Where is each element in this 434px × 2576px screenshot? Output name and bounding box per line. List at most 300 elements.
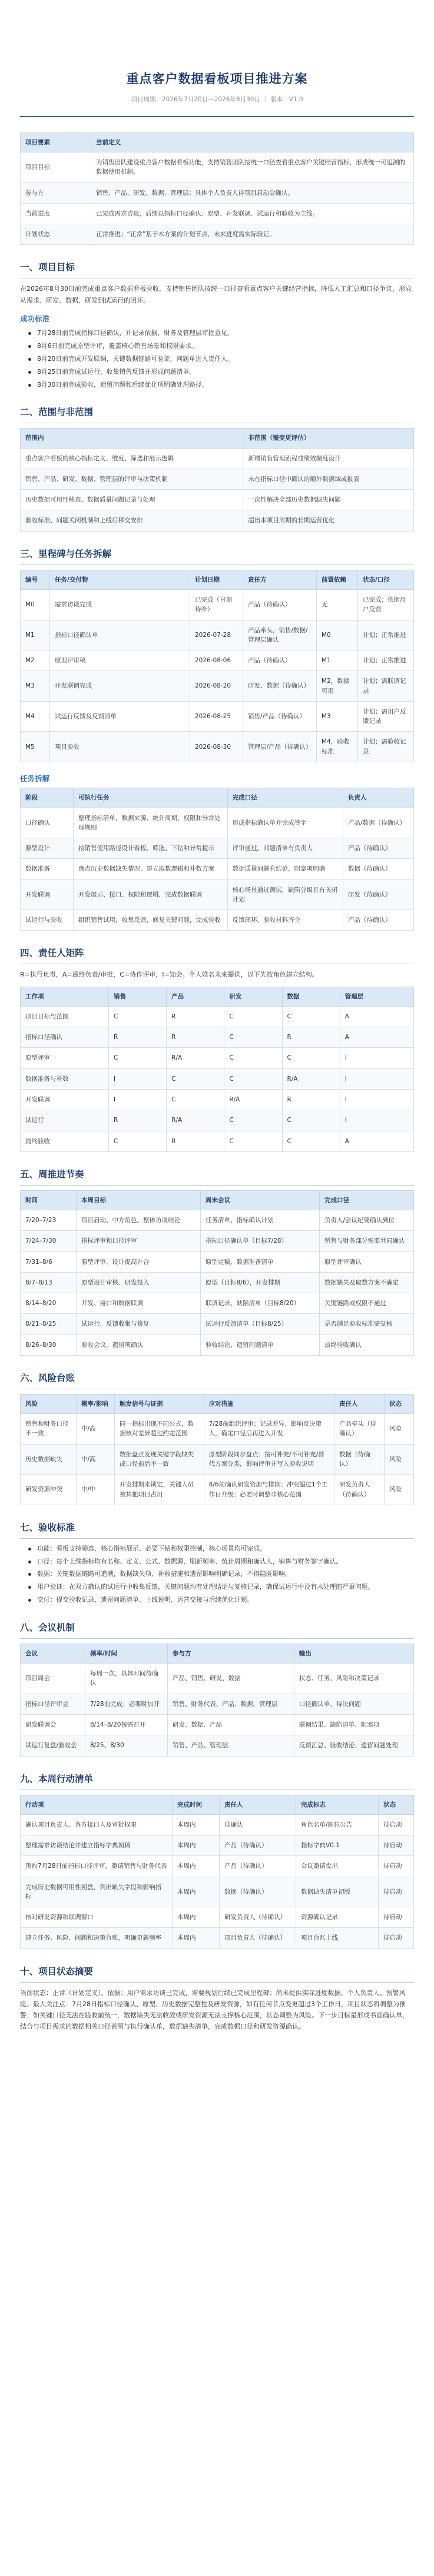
- table-row: [21, 469, 414, 489]
- table-header: 计划日期: [190, 570, 243, 589]
- table-row: [21, 1293, 414, 1314]
- section-heading-raci: 四、责任人矩阵: [20, 946, 414, 964]
- acceptance-criteria-list: [26, 1543, 414, 1605]
- table-cell: 无: [317, 589, 358, 620]
- table-cell: M2，数据可用: [317, 671, 358, 702]
- table-cell: 7/20–7/23: [21, 1210, 77, 1231]
- table-cell: M5: [21, 732, 50, 762]
- table-cell: 负责人/会议纪要确认到位: [320, 1210, 414, 1231]
- table-cell: 完成历史数据可用性初盘，列出缺失字段和影响指标: [21, 1877, 173, 1907]
- table-row: [21, 1928, 414, 1948]
- table-cell: 研发、数据、产品: [168, 1714, 294, 1735]
- table-cell: R/A: [167, 1110, 224, 1131]
- table-cell: 2026-08-25: [190, 701, 243, 732]
- list-item-text: 功能：看板支持筛选、核心指标展示、必要下钻和权限控制，核心场景均可完成。: [37, 1544, 266, 1552]
- section-heading-meetings: 八、会议机制: [20, 1621, 414, 1639]
- bullet-icon: [28, 1599, 31, 1602]
- table-cell: 中/高: [77, 1444, 115, 1475]
- table-cell: 开发联调: [21, 1090, 109, 1110]
- table-cell: 开发展示、接口、权限和逻辑，完成数据联调: [74, 879, 228, 910]
- table-header: 管理层: [340, 987, 413, 1006]
- table-cell: I: [340, 1090, 413, 1110]
- table-cell: 参与方: [21, 182, 91, 203]
- table-cell: 已完成（日期待补）: [190, 589, 243, 620]
- table-cell: 产品牵头（待确认）: [334, 1414, 385, 1445]
- list-item-text: 7月28日前完成指标口径确认，并记录依据、财务及管理层审批意见。: [37, 329, 234, 337]
- list-item-text: 交付：提交验收记录、遗留问题清单、上线说明、运营交接与后续优化计划。: [37, 1596, 254, 1604]
- table-cell: 项目台账上线: [296, 1928, 379, 1948]
- list-item-text: 8月20日前完成开发联调，关键数据链路可验证，问题单进入责任人。: [37, 354, 234, 363]
- table-row: [21, 1006, 414, 1027]
- table-cell: 产品（待确认）: [220, 1856, 296, 1877]
- table-header: 应对措施: [204, 1394, 334, 1413]
- table-cell: 销售、产品、管理层: [168, 1735, 294, 1756]
- bullet-icon: [28, 1561, 31, 1563]
- table-cell: 关键链路或权限不通过: [320, 1293, 414, 1314]
- table-cell: 项目验收: [50, 732, 190, 762]
- table-cell: 销售/产品（待确认）: [243, 701, 317, 732]
- table-cell: R: [167, 1131, 224, 1151]
- subsection-heading-tasks: 任务拆解: [20, 774, 50, 783]
- list-item-text: 8月30日前完成验收，遗留问题和后续优化项明确处理路径。: [37, 380, 208, 389]
- table-row: [21, 732, 414, 762]
- table-cell: 产品（待确认）: [343, 910, 414, 931]
- table-cell: I: [340, 1068, 413, 1089]
- table-row: [21, 1335, 414, 1355]
- table-cell: 产品、销售、研发、数据: [168, 1664, 294, 1694]
- table-cell: C: [109, 1048, 167, 1068]
- table-row: [21, 1068, 414, 1089]
- bullet-icon: [28, 1573, 31, 1576]
- table-cell: 指标评审和口径评审: [77, 1231, 201, 1252]
- table-cell: 产品（待确认）: [343, 838, 414, 859]
- table-row: [21, 620, 414, 650]
- action-items-table: [20, 1795, 414, 1949]
- table-header: 前置依赖: [317, 570, 358, 589]
- table-row: [21, 1314, 414, 1335]
- table-row: [21, 1714, 414, 1735]
- table-cell: 计划；需验收记录: [358, 732, 414, 762]
- table-cell: 按销售使用路径设计看板、筛选、下钻和异常提示: [74, 838, 228, 859]
- table-cell: 验收结论、遗留问题清单: [201, 1335, 320, 1355]
- table-cell: 开发联调: [21, 879, 74, 910]
- table-header: 责任人: [220, 1795, 296, 1814]
- table-cell: 2026-08-06: [190, 650, 243, 671]
- table-header: 工作项: [21, 987, 109, 1006]
- table-header: 触发信号与证据: [115, 1394, 204, 1413]
- project-info-table: [20, 132, 414, 245]
- list-item: [26, 1556, 414, 1567]
- table-cell: R: [167, 1027, 224, 1048]
- table-cell: 验收会议，遗留项确认: [77, 1335, 201, 1355]
- table-row: [21, 1444, 414, 1475]
- document-title: 重点客户数据看板项目推进方案: [126, 72, 308, 86]
- table-cell: 确认项目负责人、各方接口人及审批权限: [21, 1814, 173, 1835]
- table-cell: 待启动: [379, 1907, 414, 1928]
- table-cell: 待启动: [379, 1835, 414, 1856]
- table-cell: M4，验收标准: [317, 732, 358, 762]
- table-cell: 7/31–8/6: [21, 1252, 77, 1272]
- table-header: 任务/交付物: [50, 570, 190, 589]
- table-row: [21, 589, 414, 620]
- table-cell: M1: [21, 620, 50, 650]
- table-cell: 8/14–8/20: [21, 1293, 77, 1314]
- table-cell: M0: [21, 589, 50, 620]
- table-row: [21, 910, 414, 931]
- table-cell: 正常推进；“正常”基于本方案的计划节点，未来进度需实际验证。: [91, 224, 414, 245]
- table-cell: 组织销售试用，收集反馈，修复关键问题，完成验收: [74, 910, 228, 931]
- scope-table: [20, 428, 414, 531]
- table-row: [21, 1835, 414, 1856]
- section-heading-status: 十、项目状态摘要: [20, 1964, 414, 1983]
- list-item-text: 口径：每个上线指标均有名称、定义、公式、数据源、刷新频率、统计周期和确认人，销售与财务签字确认。: [37, 1557, 343, 1565]
- table-cell: 8/26–8/30: [21, 1335, 77, 1355]
- table-cell: 状态、任务、风险和决策记录: [294, 1664, 413, 1694]
- table-cell: 形成指标确认单并完成签字: [227, 808, 343, 838]
- table-cell: 任务清单、指标确认计划: [201, 1210, 320, 1231]
- table-cell: R/A: [167, 1048, 224, 1068]
- table-row: [21, 808, 414, 838]
- table-cell: 当前进度: [21, 203, 91, 224]
- table-cell: 新增销售管理流程或绩效制度设计: [243, 448, 414, 469]
- table-cell: 试运行，反馈收集与修复: [77, 1314, 201, 1335]
- table-header: 范围内: [21, 429, 243, 448]
- table-cell: 产品（待确认）: [243, 589, 317, 620]
- table-row: [21, 1048, 414, 1068]
- table-row: [21, 490, 414, 510]
- table-cell: 试运行复盘/验收会: [21, 1735, 85, 1756]
- bullet-icon: [28, 332, 31, 335]
- table-cell: I: [340, 1048, 413, 1068]
- table-cell: 为销售团队建设重点客户数据看板功能，支持销售团队按统一口径查看重点客户关键经营指标，形成统一可追溯的数据使用机制。: [91, 152, 414, 183]
- table-cell: 整理需求访谈结论并建立指标字典初稿: [21, 1835, 173, 1856]
- table-row: [21, 838, 414, 859]
- table-cell: 研发负责人（待确认）: [220, 1907, 296, 1928]
- table-cell: 待启动: [379, 1856, 414, 1877]
- table-header: 状态/口径: [358, 570, 414, 589]
- list-item: [26, 380, 414, 390]
- table-cell: 待启动: [379, 1928, 414, 1948]
- table-cell: C: [224, 1110, 282, 1131]
- table-cell: 整理指标清单，数据来源、统计周期、权限和异常处理规则: [74, 808, 228, 838]
- table-cell: 未在指标口径中确认的额外数据域或报表: [243, 469, 414, 489]
- table-row: [21, 701, 414, 732]
- table-row: [21, 1272, 414, 1293]
- risk-table: [20, 1394, 414, 1505]
- table-row: [21, 1131, 414, 1151]
- table-header: 完成口径: [227, 788, 343, 808]
- table-header: 项目要素: [21, 132, 91, 152]
- table-cell: 预约7月28日前指标口径评审，邀请销售与财务代表: [21, 1856, 173, 1877]
- table-cell: 联调结果、缺陷清单、阻塞项: [294, 1714, 413, 1735]
- table-cell: 同一指标出现不同公式，数据核对差异超过约定范围: [115, 1414, 204, 1445]
- table-header: 数据: [282, 987, 340, 1006]
- table-header: 状态: [385, 1394, 414, 1413]
- table-row: [21, 510, 414, 531]
- table-cell: 计划；正常推进: [358, 650, 414, 671]
- table-header: 负责人: [343, 788, 414, 808]
- table-cell: A: [340, 1131, 413, 1151]
- table-cell: 销售、财务代表、产品、数据、管理层: [168, 1694, 294, 1714]
- success-criteria-list: [26, 328, 414, 390]
- table-cell: 重点客户看板的核心指标定义、维度、筛选和展示逻辑: [21, 448, 243, 469]
- table-cell: 需求访谈完成: [50, 589, 190, 620]
- table-header: 风险: [21, 1394, 77, 1413]
- table-row: [21, 1814, 414, 1835]
- table-header: 销售: [109, 987, 167, 1006]
- table-cell: 本周内: [173, 1814, 220, 1835]
- table-row: [21, 1735, 414, 1756]
- table-cell: 计划；正常推进: [358, 620, 414, 650]
- table-cell: R: [282, 1090, 340, 1110]
- table-cell: 评审通过，问题清单有负责人: [227, 838, 343, 859]
- table-cell: 历史数据可用性核查、数据质量问题记录与处理: [21, 490, 243, 510]
- bullet-icon: [28, 1548, 31, 1551]
- table-cell: 原型设计: [21, 838, 74, 859]
- table-cell: 超出本项目周期的长期运营优化: [243, 510, 414, 531]
- list-item: [26, 1569, 414, 1579]
- table-cell: R/A: [224, 1090, 282, 1110]
- table-cell: C: [224, 1068, 282, 1089]
- bullet-icon: [28, 1586, 31, 1589]
- list-item: [26, 1595, 414, 1605]
- table-header: 完成标志: [296, 1795, 379, 1814]
- table-cell: 一次性解决全部历史数据缺失问题: [243, 490, 414, 510]
- table-cell: 计划状态: [21, 224, 91, 245]
- table-cell: 口径确认: [21, 808, 74, 838]
- table-cell: 研发负责人（待确认）: [334, 1475, 385, 1505]
- table-row: [21, 1090, 414, 1110]
- table-cell: 指标口径确认单（目标7/28）: [201, 1231, 320, 1252]
- table-cell: 销售与财务部分需要共同确认: [320, 1231, 414, 1252]
- table-cell: 原型（目标8/6），开发排期: [201, 1272, 320, 1293]
- table-header: 非范围（需变更评估）: [243, 429, 414, 448]
- table-cell: C: [282, 1110, 340, 1131]
- table-cell: 2026-07-28: [190, 620, 243, 650]
- table-cell: 本周内: [173, 1907, 220, 1928]
- table-cell: 指标字典V0.1: [296, 1835, 379, 1856]
- table-row: [21, 152, 414, 183]
- table-row: [21, 1110, 414, 1131]
- table-cell: 试运行反馈清单（目标8/25）: [201, 1314, 320, 1335]
- table-cell: 会议邀请发出: [296, 1856, 379, 1877]
- table-cell: M1: [317, 650, 358, 671]
- table-cell: 开发、接口和数据联调: [77, 1293, 201, 1314]
- table-header: 行动项: [21, 1795, 173, 1814]
- table-cell: R/A: [282, 1068, 340, 1089]
- table-cell: C: [282, 1048, 340, 1068]
- list-item-text: 用户验证：在双方确认的试运行中收集反馈，关键问题均有处理结论与复核记录，确保试运行中没有未处理的严重问题。: [37, 1583, 375, 1591]
- table-cell: I: [109, 1068, 167, 1089]
- table-cell: 原型阶段同步盘点；按可补充/不可补充/替代方案分类，影响评审并写入验收说明: [204, 1444, 334, 1475]
- table-cell: I: [109, 1090, 167, 1110]
- table-cell: 核对研发资源和联调窗口: [21, 1907, 173, 1928]
- table-cell: 资源确认记录: [296, 1907, 379, 1928]
- table-cell: 项目目标: [21, 152, 91, 183]
- table-cell: 验收标准、问题关闭机制和上线后移交安排: [21, 510, 243, 531]
- table-row: [21, 1414, 414, 1445]
- table-cell: 数据（待确认）: [334, 1444, 385, 1475]
- list-item: [26, 354, 414, 364]
- table-row: [21, 203, 414, 224]
- table-cell: C: [224, 1027, 282, 1048]
- table-row: [21, 1856, 414, 1877]
- table-cell: 研发联调会: [21, 1714, 85, 1735]
- table-header: 编号: [21, 570, 50, 589]
- table-cell: M3: [317, 701, 358, 732]
- table-row: [21, 1231, 414, 1252]
- tasks-table: [20, 788, 414, 931]
- table-cell: 计划；需用户反馈记录: [358, 701, 414, 732]
- table-cell: 研发资源冲突: [21, 1475, 77, 1505]
- table-row: [21, 1877, 414, 1907]
- table-cell: 销售、产品、研发、数据、管理层的评审与决策机制: [21, 469, 243, 489]
- table-cell: 管理层/产品（待确认）: [243, 732, 317, 762]
- table-row: [21, 650, 414, 671]
- table-cell: R: [282, 1027, 340, 1048]
- meetings-table: [20, 1644, 414, 1757]
- table-cell: R: [109, 1110, 167, 1131]
- table-cell: C: [224, 1131, 282, 1151]
- list-item: [26, 341, 414, 351]
- table-row: [21, 1210, 414, 1231]
- table-cell: 原型评审: [21, 1048, 109, 1068]
- section-paragraph: 在2026年8月30日前完成重点客户数据看板验收，支持销售团队按统一口径查看重点客户关键经营指标，降低人工汇总和口径争议，形成从需求、研发、数据、研发到试运行的闭环。: [20, 285, 412, 304]
- table-header: 频率/时间: [85, 1644, 168, 1663]
- document-meta: 项目周期：2026年7月20日—2026年8月30日 ｜ 版本：V1.0: [131, 95, 303, 103]
- table-cell: 数据准备: [21, 859, 74, 879]
- table-header: 输出: [294, 1644, 413, 1663]
- table-row: [21, 1694, 414, 1714]
- table-cell: 销售和财务口径不一致: [21, 1414, 77, 1445]
- table-cell: C: [224, 1006, 282, 1027]
- table-header: 阶段: [21, 788, 74, 808]
- table-cell: 2026-08-30: [190, 732, 243, 762]
- table-header: 研发: [224, 987, 282, 1006]
- table-cell: 项目目标与范围: [21, 1006, 109, 1027]
- section-paragraph: R=执行负责，A=最终负责/审批，C=协作评审，I=知会。个人姓名未来提供，以下先按角色建立结构。: [20, 971, 319, 979]
- table-cell: 最终验收确认: [320, 1335, 414, 1355]
- table-cell: 7/24–7/30: [21, 1231, 77, 1252]
- table-cell: 已完成需求访谈，后续以指标口径确认、原型、开发联调、试运行和验收为主线。: [91, 203, 414, 224]
- table-header: 周末会议: [201, 1190, 320, 1210]
- table-cell: 待确认: [220, 1814, 296, 1835]
- table-cell: 待启动: [379, 1814, 414, 1835]
- table-cell: 本周内: [173, 1928, 220, 1948]
- table-header: 会议: [21, 1644, 85, 1663]
- table-cell: M4: [21, 701, 50, 732]
- table-cell: 风险: [385, 1444, 414, 1475]
- table-cell: C: [282, 1006, 340, 1027]
- bullet-icon: [28, 345, 31, 348]
- table-header: 参与方: [168, 1644, 294, 1663]
- table-cell: 历史数据缺失: [21, 1444, 77, 1475]
- bullet-icon: [28, 384, 31, 387]
- table-cell: 8/6前确认研发资源与排期；冲突超过1个工作日升级；必要时调整非核心范围: [204, 1475, 334, 1505]
- table-cell: 指标口径评审会: [21, 1694, 85, 1714]
- table-cell: 最终验收: [21, 1131, 109, 1151]
- table-cell: 数据准备与补数: [21, 1068, 109, 1089]
- table-cell: 原型定稿、数据准备清单: [201, 1252, 320, 1272]
- table-header: 责任人: [334, 1394, 385, 1413]
- table-cell: M0: [317, 620, 358, 650]
- table-cell: 试运行: [21, 1110, 109, 1131]
- table-cell: 原型评审，设计提高并合: [77, 1252, 201, 1272]
- table-cell: 已完成；依据用户反馈: [358, 589, 414, 620]
- table-cell: A: [340, 1006, 413, 1027]
- section-heading-acceptance: 七、验收标准: [20, 1521, 414, 1539]
- subsection-heading-success: 成功标准: [20, 314, 50, 323]
- table-row: [21, 859, 414, 879]
- table-row: [21, 182, 414, 203]
- table-cell: 产品牵头，销售/数据/管理层确认: [243, 620, 317, 650]
- table-cell: 反馈汇总、验收结论、遗留问题处理: [294, 1735, 413, 1756]
- table-row: [21, 671, 414, 702]
- list-item-text: 数据：关键数据链路可追溯，数据缺失项、补救措施和遗留影响明确记录，不得隐匿影响。: [37, 1570, 291, 1578]
- table-cell: 风险: [385, 1475, 414, 1505]
- table-cell: 2026-08-20: [190, 671, 243, 702]
- table-cell: 核心场景通过测试，缺陷分级且有关闭计划: [227, 879, 343, 910]
- table-cell: 试运行与验收: [21, 910, 74, 931]
- table-cell: C: [167, 1068, 224, 1089]
- table-cell: 本周内: [173, 1835, 220, 1856]
- table-cell: 产品（待确认）: [243, 650, 317, 671]
- table-cell: 8/25、8/30: [85, 1735, 168, 1756]
- table-cell: 8/21–8/25: [21, 1314, 77, 1335]
- table-cell: 风险: [385, 1414, 414, 1445]
- table-cell: 原型评审稿: [50, 650, 190, 671]
- table-row: [21, 448, 414, 469]
- table-cell: 产品（待确认）: [220, 1835, 296, 1856]
- table-cell: 反馈闭环，验收材料齐全: [227, 910, 343, 931]
- table-cell: 产品/数据（待确认）: [343, 808, 414, 838]
- table-cell: 本周内: [173, 1877, 220, 1907]
- list-item: [26, 1543, 414, 1554]
- table-row: [21, 1252, 414, 1272]
- table-cell: 本周内: [173, 1856, 220, 1877]
- table-cell: R: [167, 1006, 224, 1027]
- section-heading-milestones: 三、里程碑与任务拆解: [20, 547, 414, 565]
- table-header: 概率/影响: [77, 1394, 115, 1413]
- table-cell: 8/14–8/20按需召开: [85, 1714, 168, 1735]
- table-cell: C: [224, 1048, 282, 1068]
- table-cell: 数据缺失清单初版: [296, 1877, 379, 1907]
- table-header: 时间: [21, 1190, 77, 1210]
- table-cell: I: [340, 1110, 413, 1131]
- table-cell: C: [167, 1090, 224, 1110]
- bullet-icon: [28, 358, 31, 361]
- table-header: 本周目标: [77, 1190, 201, 1210]
- table-cell: 待启动: [379, 1877, 414, 1907]
- list-item: [26, 367, 414, 377]
- table-row: [21, 224, 414, 245]
- table-header: 责任方: [243, 570, 317, 589]
- table-cell: 是否满足验收标准需复核: [320, 1314, 414, 1335]
- table-row: [21, 1664, 414, 1694]
- section-heading-scope: 二、范围与非范围: [20, 405, 414, 423]
- list-item-text: 8月6日前完成原型评审，覆盖核心销售场景和权限要求。: [37, 342, 198, 350]
- table-cell: C: [109, 1006, 167, 1027]
- table-cell: 研发（待确认）: [343, 879, 414, 910]
- table-cell: 数据（待确认）: [220, 1877, 296, 1907]
- table-cell: R: [109, 1027, 167, 1048]
- milestones-table: [20, 570, 414, 762]
- table-cell: 数据质量问题有结论，阻塞项明确: [227, 859, 343, 879]
- table-cell: 数据缺失及取数方案不确定: [320, 1272, 414, 1293]
- list-item-text: 8月25日前完成试运行，收集销售反馈并形成问题清单。: [37, 367, 196, 376]
- table-cell: 指标口径确认: [21, 1027, 109, 1048]
- table-cell: 8/7–8/13: [21, 1272, 77, 1293]
